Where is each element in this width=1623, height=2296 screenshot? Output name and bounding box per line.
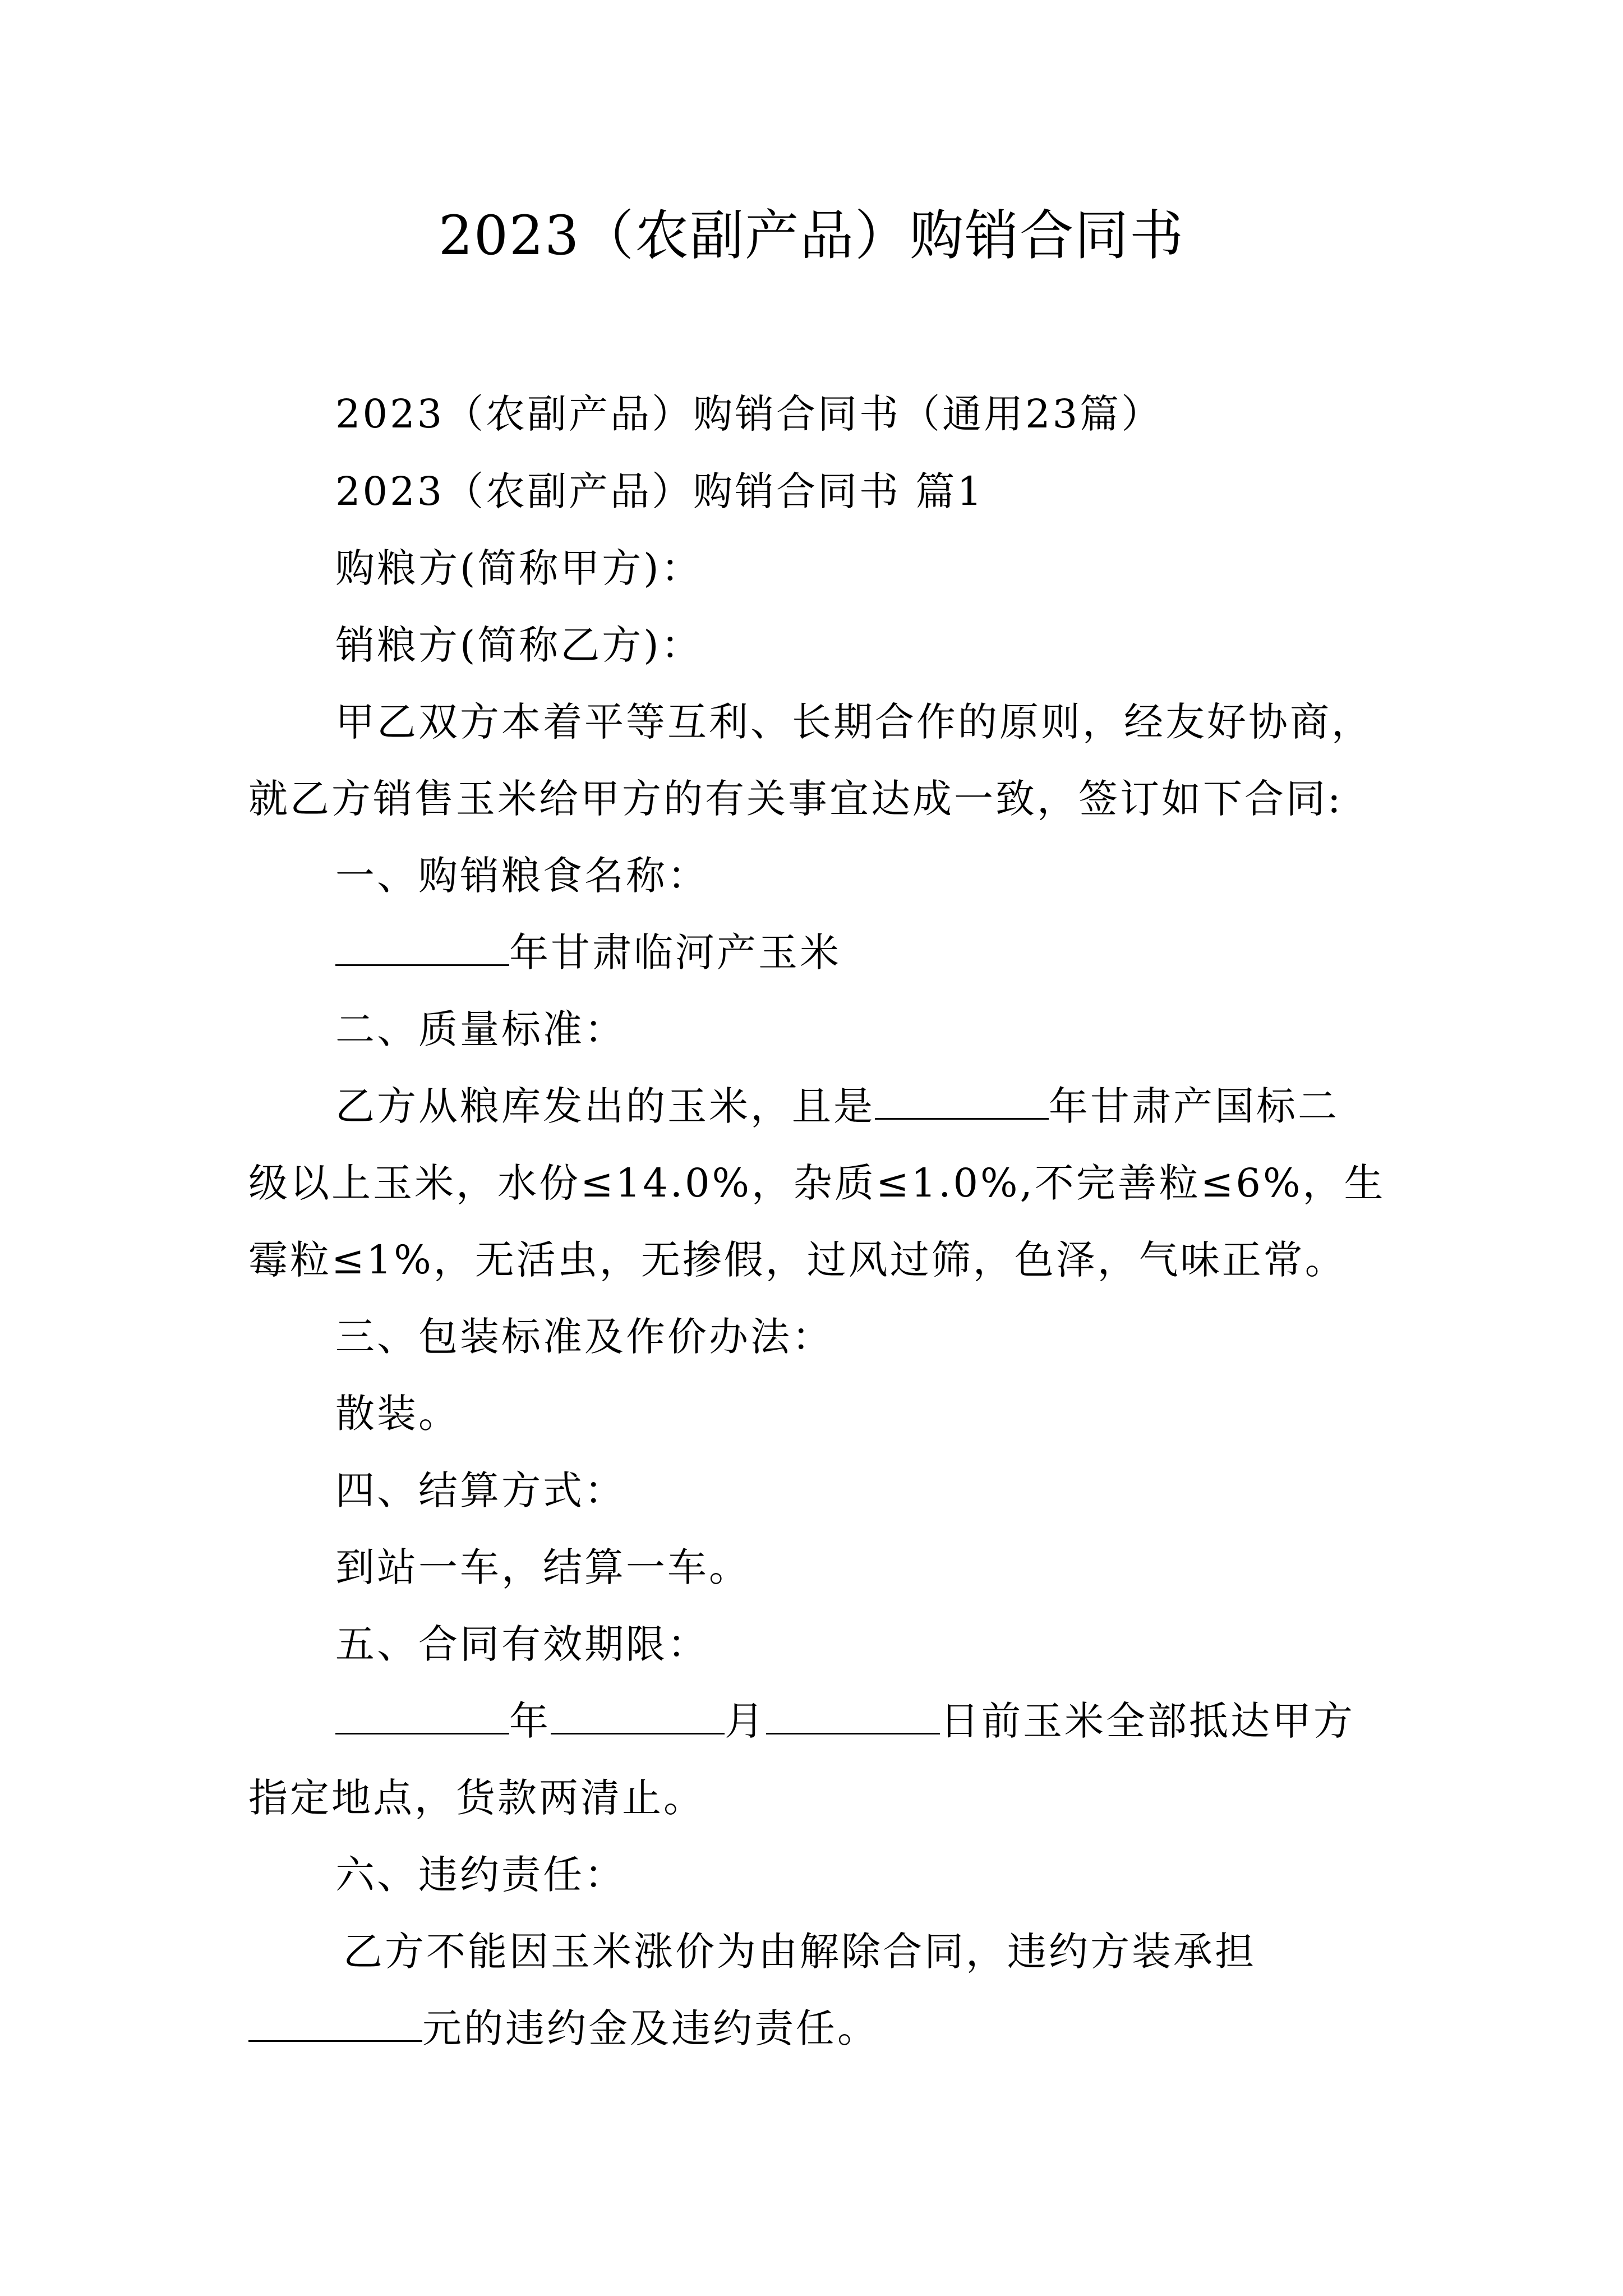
fill-in-blank <box>248 2005 422 2042</box>
clause-3-body: 散装。 <box>335 1391 460 1437</box>
preamble-line-2: 就乙方销售玉米给甲方的有关事宜达成一致，签订如下合同: <box>248 776 1343 822</box>
seller-line: 销粮方(简称乙方)： <box>335 622 703 668</box>
fill-in-blank <box>551 1698 725 1734</box>
clause-2-text-a: 乙方从粮库发出的玉米，且是 <box>335 1083 875 1129</box>
clause-6-heading: 六、违约责任： <box>335 1852 626 1898</box>
clause-6-line-2 <box>248 2000 879 2056</box>
document-title: 2023（农副产品）购销合同书 <box>438 204 1185 267</box>
clause-3-heading: 三、包装标准及作价办法： <box>335 1314 833 1360</box>
clause-4-body: 到站一车，结算一车。 <box>335 1544 750 1590</box>
clause-2-line-1 <box>335 1078 1339 1134</box>
clause-6-text: 元的违约金及违约责任。 <box>422 2005 879 2051</box>
clause-4-heading: 四、结算方式： <box>335 1467 626 1513</box>
clause-2-heading: 二、质量标准： <box>335 1006 626 1052</box>
day-text: 日前玉米全部抵达甲方 <box>940 1698 1355 1744</box>
clause-2-text-b: 年甘肃产国标二 <box>1049 1083 1339 1129</box>
clause-1-body <box>335 924 841 981</box>
fill-in-blank <box>335 1698 509 1734</box>
clause-1-heading: 一、购销粮食名称： <box>335 853 709 899</box>
year-label: 年 <box>509 1698 551 1744</box>
clause-1-text: 年甘肃临河产玉米 <box>509 930 841 976</box>
clause-5-heading: 五、合同有效期限： <box>335 1621 709 1667</box>
document-subtitle: 2023（农副产品）购销合同书（通用23篇） <box>335 391 1163 437</box>
section-heading: 2023（农副产品）购销合同书 篇1 <box>335 468 984 514</box>
clause-6-line-1: 乙方不能因玉米涨价为由解除合同，违约方装承担 <box>343 1929 1256 1975</box>
fill-in-blank <box>766 1698 940 1734</box>
clause-5-line-2: 指定地点，货款两清止。 <box>248 1775 705 1821</box>
buyer-line: 购粮方(简称甲方)： <box>335 545 703 591</box>
clause-2-line-3: 霉粒≤1%，无活虫，无掺假，过风过筛，色泽，气味正常。 <box>248 1237 1347 1283</box>
fill-in-blank <box>875 1083 1049 1120</box>
fill-in-blank <box>335 930 509 966</box>
clause-5-line-1 <box>335 1693 1355 1749</box>
preamble-line-1: 甲乙双方本着平等互利、长期合作的原则，经友好协商， <box>335 699 1373 745</box>
clause-2-line-2: 级以上玉米，水份≤14.0%，杂质≤1.0%,不完善粒≤6%，生 <box>248 1160 1386 1206</box>
month-label: 月 <box>725 1698 766 1744</box>
